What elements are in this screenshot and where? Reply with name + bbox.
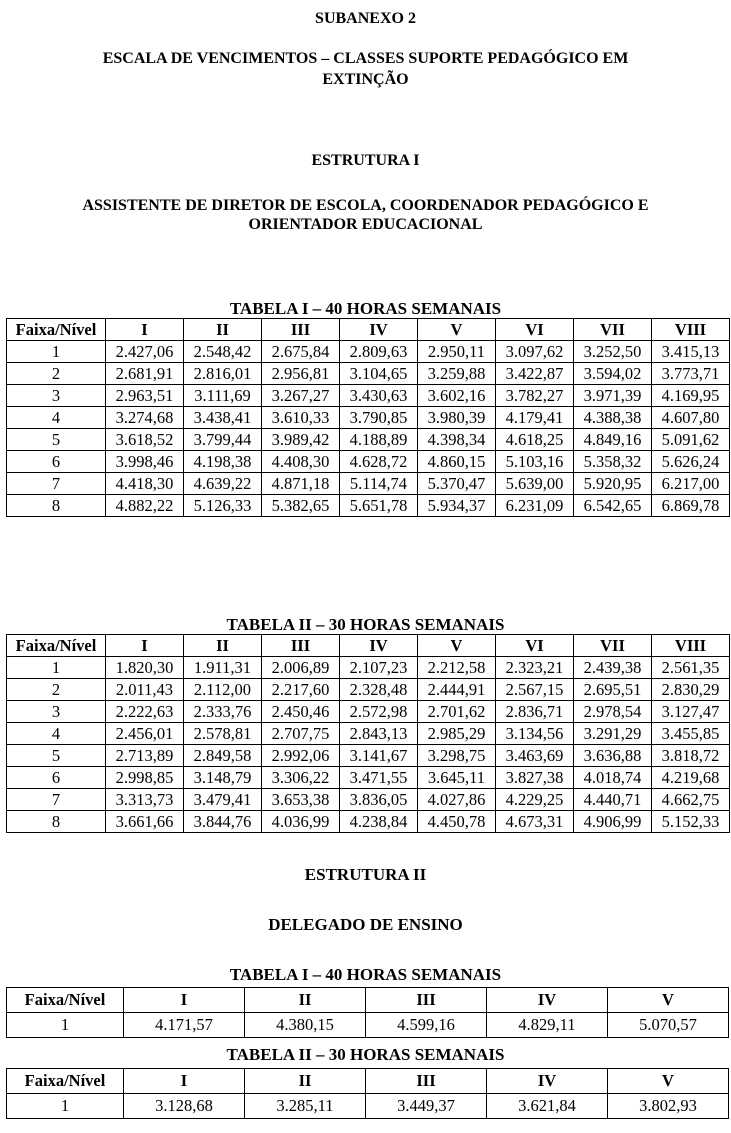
column-header: VIII bbox=[652, 635, 730, 657]
salary-cell: 5.126,33 bbox=[184, 495, 262, 517]
salary-cell: 3.430,63 bbox=[340, 385, 418, 407]
salary-cell: 3.422,87 bbox=[496, 363, 574, 385]
salary-cell: 2.444,91 bbox=[418, 679, 496, 701]
column-header: IV bbox=[487, 988, 608, 1013]
faixa-cell: 4 bbox=[7, 723, 106, 745]
salary-cell: 2.713,89 bbox=[106, 745, 184, 767]
table-row bbox=[7, 451, 730, 473]
salary-cell: 4.229,25 bbox=[496, 789, 574, 811]
salary-cell: 6.217,00 bbox=[652, 473, 730, 495]
table-row bbox=[7, 1094, 729, 1119]
salary-cell: 4.169,95 bbox=[652, 385, 730, 407]
salary-cell: 2.843,13 bbox=[340, 723, 418, 745]
salary-cell: 3.621,84 bbox=[487, 1094, 608, 1119]
salary-cell: 2.011,43 bbox=[106, 679, 184, 701]
faixa-cell: 7 bbox=[7, 473, 106, 495]
salary-cell: 3.134,56 bbox=[496, 723, 574, 745]
estrutura1-subtitle-line1: ASSISTENTE DE DIRETOR DE ESCOLA, COORDENADOR PEDAGÓGICO E bbox=[82, 197, 649, 214]
salary-cell: 3.827,38 bbox=[496, 767, 574, 789]
salary-cell: 3.836,05 bbox=[340, 789, 418, 811]
column-header: IV bbox=[340, 319, 418, 341]
salary-cell: 3.471,55 bbox=[340, 767, 418, 789]
salary-cell: 2.985,29 bbox=[418, 723, 496, 745]
table-title: TABELA I – 40 HORAS SEMANAIS bbox=[229, 965, 502, 984]
salary-cell: 4.639,22 bbox=[184, 473, 262, 495]
subanexo-heading: SUBANEXO 2 bbox=[315, 10, 416, 27]
faixa-cell: 1 bbox=[7, 341, 106, 363]
salary-cell: 3.438,41 bbox=[184, 407, 262, 429]
salary-cell: 3.773,71 bbox=[652, 363, 730, 385]
salary-cell: 2.212,58 bbox=[418, 657, 496, 679]
column-header: VII bbox=[574, 319, 652, 341]
column-header: IV bbox=[340, 635, 418, 657]
salary-cell: 2.222,63 bbox=[106, 701, 184, 723]
salary-cell: 2.849,58 bbox=[184, 745, 262, 767]
salary-cell: 3.415,13 bbox=[652, 341, 730, 363]
table-title: TABELA I – 40 HORAS SEMANAIS bbox=[229, 299, 502, 318]
table-row bbox=[7, 429, 730, 451]
table-title: TABELA II – 30 HORAS SEMANAIS bbox=[226, 1045, 505, 1064]
salary-cell: 3.313,73 bbox=[106, 789, 184, 811]
column-header: VI bbox=[496, 319, 574, 341]
salary-cell: 3.802,93 bbox=[608, 1094, 729, 1119]
salary-cell: 4.219,68 bbox=[652, 767, 730, 789]
salary-cell: 3.645,11 bbox=[418, 767, 496, 789]
faixa-cell: 6 bbox=[7, 451, 106, 473]
salary-cell: 5.152,33 bbox=[652, 811, 730, 833]
faixa-cell: 7 bbox=[7, 789, 106, 811]
salary-cell: 6.869,78 bbox=[652, 495, 730, 517]
salary-cell: 4.027,86 bbox=[418, 789, 496, 811]
salary-cell: 3.998,46 bbox=[106, 451, 184, 473]
column-header: VII bbox=[574, 635, 652, 657]
column-header: III bbox=[262, 635, 340, 657]
salary-table-e1-40h bbox=[6, 318, 730, 517]
table-row bbox=[7, 495, 730, 517]
table-row bbox=[7, 745, 730, 767]
salary-cell: 3.291,29 bbox=[574, 723, 652, 745]
salary-cell: 2.950,11 bbox=[418, 341, 496, 363]
salary-cell: 3.128,68 bbox=[124, 1094, 245, 1119]
faixa-cell: 2 bbox=[7, 363, 106, 385]
salary-cell: 2.450,46 bbox=[262, 701, 340, 723]
salary-cell: 3.306,22 bbox=[262, 767, 340, 789]
salary-cell: 4.607,80 bbox=[652, 407, 730, 429]
table-row bbox=[7, 679, 730, 701]
salary-cell: 5.103,16 bbox=[496, 451, 574, 473]
salary-cell: 2.548,42 bbox=[184, 341, 262, 363]
table-row bbox=[7, 811, 730, 833]
salary-cell: 5.651,78 bbox=[340, 495, 418, 517]
column-header: Faixa/Nível bbox=[7, 319, 106, 341]
header-row bbox=[7, 988, 729, 1013]
salary-cell: 2.333,76 bbox=[184, 701, 262, 723]
salary-cell: 2.675,84 bbox=[262, 341, 340, 363]
salary-cell: 5.626,24 bbox=[652, 451, 730, 473]
salary-cell: 4.440,71 bbox=[574, 789, 652, 811]
salary-cell: 2.992,06 bbox=[262, 745, 340, 767]
salary-cell: 3.141,67 bbox=[340, 745, 418, 767]
salary-cell: 3.285,11 bbox=[245, 1094, 366, 1119]
salary-cell: 4.849,16 bbox=[574, 429, 652, 451]
salary-cell: 2.107,23 bbox=[340, 657, 418, 679]
salary-cell: 2.456,01 bbox=[106, 723, 184, 745]
salary-cell: 3.602,16 bbox=[418, 385, 496, 407]
salary-cell: 4.673,31 bbox=[496, 811, 574, 833]
faixa-cell: 3 bbox=[7, 385, 106, 407]
salary-cell: 3.618,52 bbox=[106, 429, 184, 451]
salary-cell: 5.920,95 bbox=[574, 473, 652, 495]
table-title: TABELA II – 30 HORAS SEMANAIS bbox=[226, 615, 505, 634]
faixa-cell: 8 bbox=[7, 811, 106, 833]
salary-cell: 3.844,76 bbox=[184, 811, 262, 833]
salary-cell: 3.636,88 bbox=[574, 745, 652, 767]
salary-cell: 4.408,30 bbox=[262, 451, 340, 473]
salary-cell: 2.561,35 bbox=[652, 657, 730, 679]
column-header: I bbox=[124, 1069, 245, 1094]
salary-cell: 4.871,18 bbox=[262, 473, 340, 495]
salary-cell: 1.911,31 bbox=[184, 657, 262, 679]
salary-cell: 2.427,06 bbox=[106, 341, 184, 363]
salary-cell: 3.298,75 bbox=[418, 745, 496, 767]
faixa-cell: 1 bbox=[7, 1094, 124, 1119]
table-row bbox=[7, 385, 730, 407]
salary-cell: 2.830,29 bbox=[652, 679, 730, 701]
salary-cell: 2.323,21 bbox=[496, 657, 574, 679]
salary-cell: 5.114,74 bbox=[340, 473, 418, 495]
salary-table-e2-30h bbox=[6, 1068, 729, 1119]
salary-cell: 2.572,98 bbox=[340, 701, 418, 723]
salary-cell: 2.328,48 bbox=[340, 679, 418, 701]
faixa-cell: 5 bbox=[7, 429, 106, 451]
salary-cell: 4.628,72 bbox=[340, 451, 418, 473]
salary-cell: 2.006,89 bbox=[262, 657, 340, 679]
salary-cell: 2.816,01 bbox=[184, 363, 262, 385]
estrutura2-subtitle: DELEGADO DE ENSINO bbox=[268, 915, 463, 934]
salary-cell: 3.104,65 bbox=[340, 363, 418, 385]
salary-cell: 3.463,69 bbox=[496, 745, 574, 767]
column-header: Faixa/Nível bbox=[7, 1069, 124, 1094]
salary-cell: 3.267,27 bbox=[262, 385, 340, 407]
salary-cell: 3.479,41 bbox=[184, 789, 262, 811]
salary-cell: 5.934,37 bbox=[418, 495, 496, 517]
table-row bbox=[7, 363, 730, 385]
salary-cell: 3.455,85 bbox=[652, 723, 730, 745]
column-header: I bbox=[106, 319, 184, 341]
salary-cell: 2.439,38 bbox=[574, 657, 652, 679]
salary-cell: 3.661,66 bbox=[106, 811, 184, 833]
column-header: IV bbox=[487, 1069, 608, 1094]
salary-cell: 2.998,85 bbox=[106, 767, 184, 789]
salary-cell: 4.018,74 bbox=[574, 767, 652, 789]
column-header: II bbox=[184, 319, 262, 341]
table-row bbox=[7, 657, 730, 679]
header-row bbox=[7, 635, 730, 657]
salary-cell: 4.188,89 bbox=[340, 429, 418, 451]
table-row bbox=[7, 701, 730, 723]
column-header: III bbox=[366, 988, 487, 1013]
salary-cell: 2.567,15 bbox=[496, 679, 574, 701]
faixa-cell: 1 bbox=[7, 657, 106, 679]
salary-cell: 2.836,71 bbox=[496, 701, 574, 723]
column-header: III bbox=[262, 319, 340, 341]
table-row bbox=[7, 1013, 729, 1038]
column-header: I bbox=[106, 635, 184, 657]
salary-cell: 4.238,84 bbox=[340, 811, 418, 833]
salary-cell: 3.594,02 bbox=[574, 363, 652, 385]
table-row bbox=[7, 723, 730, 745]
table-row bbox=[7, 789, 730, 811]
salary-cell: 4.906,99 bbox=[574, 811, 652, 833]
column-header: V bbox=[418, 635, 496, 657]
faixa-cell: 8 bbox=[7, 495, 106, 517]
table-row bbox=[7, 341, 730, 363]
salary-table-e2-40h bbox=[6, 987, 729, 1038]
salary-cell: 3.449,37 bbox=[366, 1094, 487, 1119]
salary-cell: 5.639,00 bbox=[496, 473, 574, 495]
salary-cell: 4.882,22 bbox=[106, 495, 184, 517]
salary-cell: 4.036,99 bbox=[262, 811, 340, 833]
salary-cell: 4.398,34 bbox=[418, 429, 496, 451]
salary-cell: 2.978,54 bbox=[574, 701, 652, 723]
salary-cell: 3.111,69 bbox=[184, 385, 262, 407]
salary-cell: 4.450,78 bbox=[418, 811, 496, 833]
header-row bbox=[7, 1069, 729, 1094]
salary-cell: 6.542,65 bbox=[574, 495, 652, 517]
salary-cell: 2.809,63 bbox=[340, 341, 418, 363]
salary-cell: 2.707,75 bbox=[262, 723, 340, 745]
salary-cell: 3.259,88 bbox=[418, 363, 496, 385]
salary-cell: 4.662,75 bbox=[652, 789, 730, 811]
column-header: V bbox=[418, 319, 496, 341]
salary-cell: 3.818,72 bbox=[652, 745, 730, 767]
salary-cell: 4.860,15 bbox=[418, 451, 496, 473]
faixa-cell: 4 bbox=[7, 407, 106, 429]
document-title-line2: EXTINÇÃO bbox=[322, 71, 409, 88]
salary-cell: 2.217,60 bbox=[262, 679, 340, 701]
document-title-line1: ESCALA DE VENCIMENTOS – CLASSES SUPORTE PEDAGÓGICO EM bbox=[102, 50, 629, 67]
faixa-cell: 6 bbox=[7, 767, 106, 789]
salary-cell: 3.097,62 bbox=[496, 341, 574, 363]
table-row bbox=[7, 767, 730, 789]
salary-cell: 4.829,11 bbox=[487, 1013, 608, 1038]
column-header: V bbox=[608, 988, 729, 1013]
salary-cell: 3.989,42 bbox=[262, 429, 340, 451]
salary-cell: 2.956,81 bbox=[262, 363, 340, 385]
salary-cell: 3.653,38 bbox=[262, 789, 340, 811]
faixa-cell: 1 bbox=[7, 1013, 124, 1038]
salary-cell: 4.599,16 bbox=[366, 1013, 487, 1038]
faixa-cell: 3 bbox=[7, 701, 106, 723]
salary-cell: 3.790,85 bbox=[340, 407, 418, 429]
salary-cell: 3.252,50 bbox=[574, 341, 652, 363]
estrutura1-subtitle-line2: ORIENTADOR EDUCACIONAL bbox=[248, 216, 483, 233]
estrutura2-heading: ESTRUTURA II bbox=[304, 865, 427, 884]
salary-cell: 4.198,38 bbox=[184, 451, 262, 473]
column-header: Faixa/Nível bbox=[7, 635, 106, 657]
salary-cell: 2.681,91 bbox=[106, 363, 184, 385]
faixa-cell: 2 bbox=[7, 679, 106, 701]
salary-cell: 2.963,51 bbox=[106, 385, 184, 407]
salary-cell: 2.578,81 bbox=[184, 723, 262, 745]
salary-cell: 3.971,39 bbox=[574, 385, 652, 407]
salary-cell: 4.618,25 bbox=[496, 429, 574, 451]
column-header: III bbox=[366, 1069, 487, 1094]
salary-cell: 4.171,57 bbox=[124, 1013, 245, 1038]
salary-table-e1-30h bbox=[6, 634, 730, 833]
salary-cell: 3.799,44 bbox=[184, 429, 262, 451]
column-header: VI bbox=[496, 635, 574, 657]
salary-cell: 3.127,47 bbox=[652, 701, 730, 723]
salary-cell: 3.782,27 bbox=[496, 385, 574, 407]
column-header: II bbox=[245, 1069, 366, 1094]
salary-cell: 5.070,57 bbox=[608, 1013, 729, 1038]
column-header: Faixa/Nível bbox=[7, 988, 124, 1013]
salary-cell: 5.382,65 bbox=[262, 495, 340, 517]
salary-cell: 1.820,30 bbox=[106, 657, 184, 679]
column-header: VIII bbox=[652, 319, 730, 341]
salary-cell: 2.112,00 bbox=[184, 679, 262, 701]
salary-cell: 4.388,38 bbox=[574, 407, 652, 429]
column-header: II bbox=[184, 635, 262, 657]
column-header: V bbox=[608, 1069, 729, 1094]
salary-cell: 4.418,30 bbox=[106, 473, 184, 495]
salary-cell: 6.231,09 bbox=[496, 495, 574, 517]
salary-cell: 5.370,47 bbox=[418, 473, 496, 495]
salary-cell: 5.358,32 bbox=[574, 451, 652, 473]
faixa-cell: 5 bbox=[7, 745, 106, 767]
salary-cell: 3.274,68 bbox=[106, 407, 184, 429]
salary-cell: 3.980,39 bbox=[418, 407, 496, 429]
salary-cell: 3.610,33 bbox=[262, 407, 340, 429]
salary-cell: 2.695,51 bbox=[574, 679, 652, 701]
salary-cell: 3.148,79 bbox=[184, 767, 262, 789]
column-header: II bbox=[245, 988, 366, 1013]
salary-cell: 4.179,41 bbox=[496, 407, 574, 429]
salary-cell: 4.380,15 bbox=[245, 1013, 366, 1038]
table-row bbox=[7, 473, 730, 495]
column-header: I bbox=[124, 988, 245, 1013]
header-row bbox=[7, 319, 730, 341]
salary-cell: 2.701,62 bbox=[418, 701, 496, 723]
salary-cell: 5.091,62 bbox=[652, 429, 730, 451]
table-row bbox=[7, 407, 730, 429]
estrutura1-heading: ESTRUTURA I bbox=[311, 152, 420, 169]
